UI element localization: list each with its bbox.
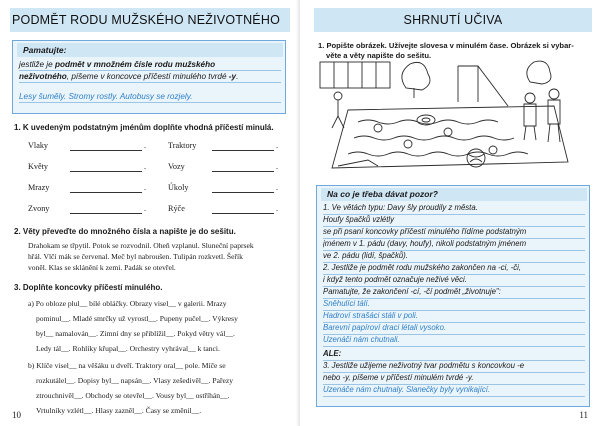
swimming-pool-illustration (318, 58, 576, 176)
dot: . (276, 204, 279, 213)
right-ex1-line-1: 1. Popište obrázek. Užívejte slovesa v minulém čase. Obrázek si vybar- (318, 41, 574, 50)
rule-line-2-c: -y (228, 72, 237, 81)
blank-mrazy[interactable] (70, 192, 142, 193)
rule-line-2-d: . (236, 72, 239, 81)
ex3-b-line-4: Vrtulníky vzlétl__. Hlasy zazněl__. Časy se změnil__. (36, 406, 202, 415)
page-number-right: 11 (579, 410, 588, 420)
note-line: nebo -y, píšeme v příčestí minulém tvrdé -y. (323, 373, 585, 385)
note-example: Barevní papíroví draci létali vysoko. (323, 323, 585, 335)
note-line: Houfy špačků vzlétly (323, 215, 585, 227)
rule-line-1-b: podmět v množném čísle rodu mužského (54, 60, 216, 69)
word-vlaky: Vlaky (28, 141, 49, 150)
dot: . (276, 141, 279, 150)
ex3-title: 3. Doplňte koncovky příčestí minulého. (14, 283, 163, 292)
blank-vozy[interactable] (212, 171, 274, 172)
note-line: 3. Jestliže užijeme neživotný tvar podmětu s koncovkou -e (323, 361, 585, 373)
blank-ukoly[interactable] (212, 192, 274, 193)
ex2-title: 2. Věty převeďte do množného čísla a napište je do sešitu. (14, 227, 236, 236)
ex3-a-line-3: byl__ namalován__. Zimní dny se přiblížil__. Pokyd větry vál__. (36, 329, 235, 338)
rule-header: Pamatujte: (17, 43, 283, 57)
page-number-left: 10 (12, 410, 21, 420)
ex3-a-line-1: a) Po obloze plul__ bílé obláčky. Obrazy visel__ v galerii. Mrazy (28, 299, 227, 308)
rule-example: Lesy šuměly. Stromy rostly. Autobusy se rozjely. (19, 91, 281, 103)
note-box (316, 185, 590, 407)
note-line: 2. Jestliže je podmět rodu mužského zakončen na -ci, -či, (323, 263, 585, 275)
word-zvony: Zvony (28, 204, 50, 213)
dot: . (144, 141, 147, 150)
word-vozy: Vozy (168, 162, 185, 171)
note-header: Na co je třeba dávat pozor? (321, 188, 587, 201)
dot: . (276, 183, 279, 192)
left-title-bar (10, 8, 290, 32)
note-ale: ALE: (323, 349, 585, 361)
ex2-line-3: voněl. Klas se sklánění k zemi. Padák se otevřel. (28, 263, 176, 272)
dot: . (276, 162, 279, 171)
dot: . (144, 183, 147, 192)
ex3-a-line-4: Ledy tál__. Rohlíky křupal__. Orchestry vyhrával__ k tanci. (36, 344, 220, 353)
ex2-line-1: Drahokam se třpytil. Potok se rozvodnil. Oheň vzplanul. Sluneční paprsek (28, 241, 254, 250)
note-line: jménem v 1. pádu (davy, houfy), nikoli podstatným jménem (323, 239, 585, 251)
rule-line-1 (19, 59, 281, 71)
ex3-b-line-2: rozkutálel__. Dopisy byl__ napsán__. Vlasy zešedivěl__. Pařezy (36, 376, 234, 385)
blank-vlaky[interactable] (70, 150, 142, 151)
word-ryce: Rýče (168, 204, 185, 213)
note-example: Hadroví strašáci stáli v poli. (323, 311, 585, 323)
word-mrazy: Mrazy (28, 183, 50, 192)
rule-line-1-a: jestliže je (19, 60, 55, 69)
dot: . (144, 162, 147, 171)
ex1-title: 1. K uvedeným podstatným jménům doplňte vhodná příčestí minulá. (14, 123, 274, 132)
note-example: Sněhulíci tálí. (323, 299, 585, 311)
right-title-bar (314, 8, 592, 32)
rule-box (12, 40, 286, 114)
left-page-title: PODMĚT RODU MUŽSKÉHO NEŽIVOTNÉHO (12, 13, 280, 27)
rule-line-2-b: , píšeme v koncovce příčestí minulého tvrdé (66, 72, 229, 81)
rule-line-2 (19, 71, 281, 83)
right-ex1-line-2: věte a věty napište do sešitu. (326, 51, 432, 60)
note-example: Uzenáči nám chutnali. (323, 335, 585, 347)
ex2-line-2: hřál. Vlčí mák se červenal. Meč byl nabroušen. Tulipán rozkvetl. Šeřík (28, 252, 243, 261)
ex3-a-line-2: pominul__. Mladé smrčky už vyrostl__. Pupeny pučel__. Výkresy (36, 314, 238, 323)
word-ukoly: Úkoly (168, 183, 189, 192)
note-line: i když tento podmět označuje neživé věci. (323, 275, 585, 287)
ex3-b-line-3: ztrouchnivěl__. Obchody se otevřel__. Vousy byl__ ostříhán__. (36, 391, 230, 400)
right-page (300, 0, 600, 426)
word-kvety: Květy (28, 162, 49, 171)
word-traktory: Traktory (168, 141, 197, 150)
blank-kvety[interactable] (70, 171, 142, 172)
right-page-title: SHRNUTÍ UČIVA (403, 13, 503, 27)
blank-ryce[interactable] (212, 213, 274, 214)
ex3-b-line-1: b) Klíče visel__ na věšáku u dveří. Traktory oral__ pole. Míče se (28, 361, 226, 370)
note-line: 1. Ve větách typu: Davy šly proudily z města. (323, 203, 585, 215)
note-line: Pamatujte, že zakončení -cí, -čí podmět „životnuje": (323, 287, 585, 299)
note-example: Uzenáče nám chutnaly. Slanečky byly vynikající. (323, 385, 585, 397)
blank-traktory[interactable] (212, 150, 274, 151)
note-line: ve 2. pádu (lidí, špačků). (323, 251, 585, 263)
dot: . (144, 204, 147, 213)
note-line: se při psaní koncovky příčestí minulého řídíme podstatným (323, 227, 585, 239)
rule-line-2-a: neživotného (19, 72, 67, 81)
blank-zvony[interactable] (70, 213, 142, 214)
